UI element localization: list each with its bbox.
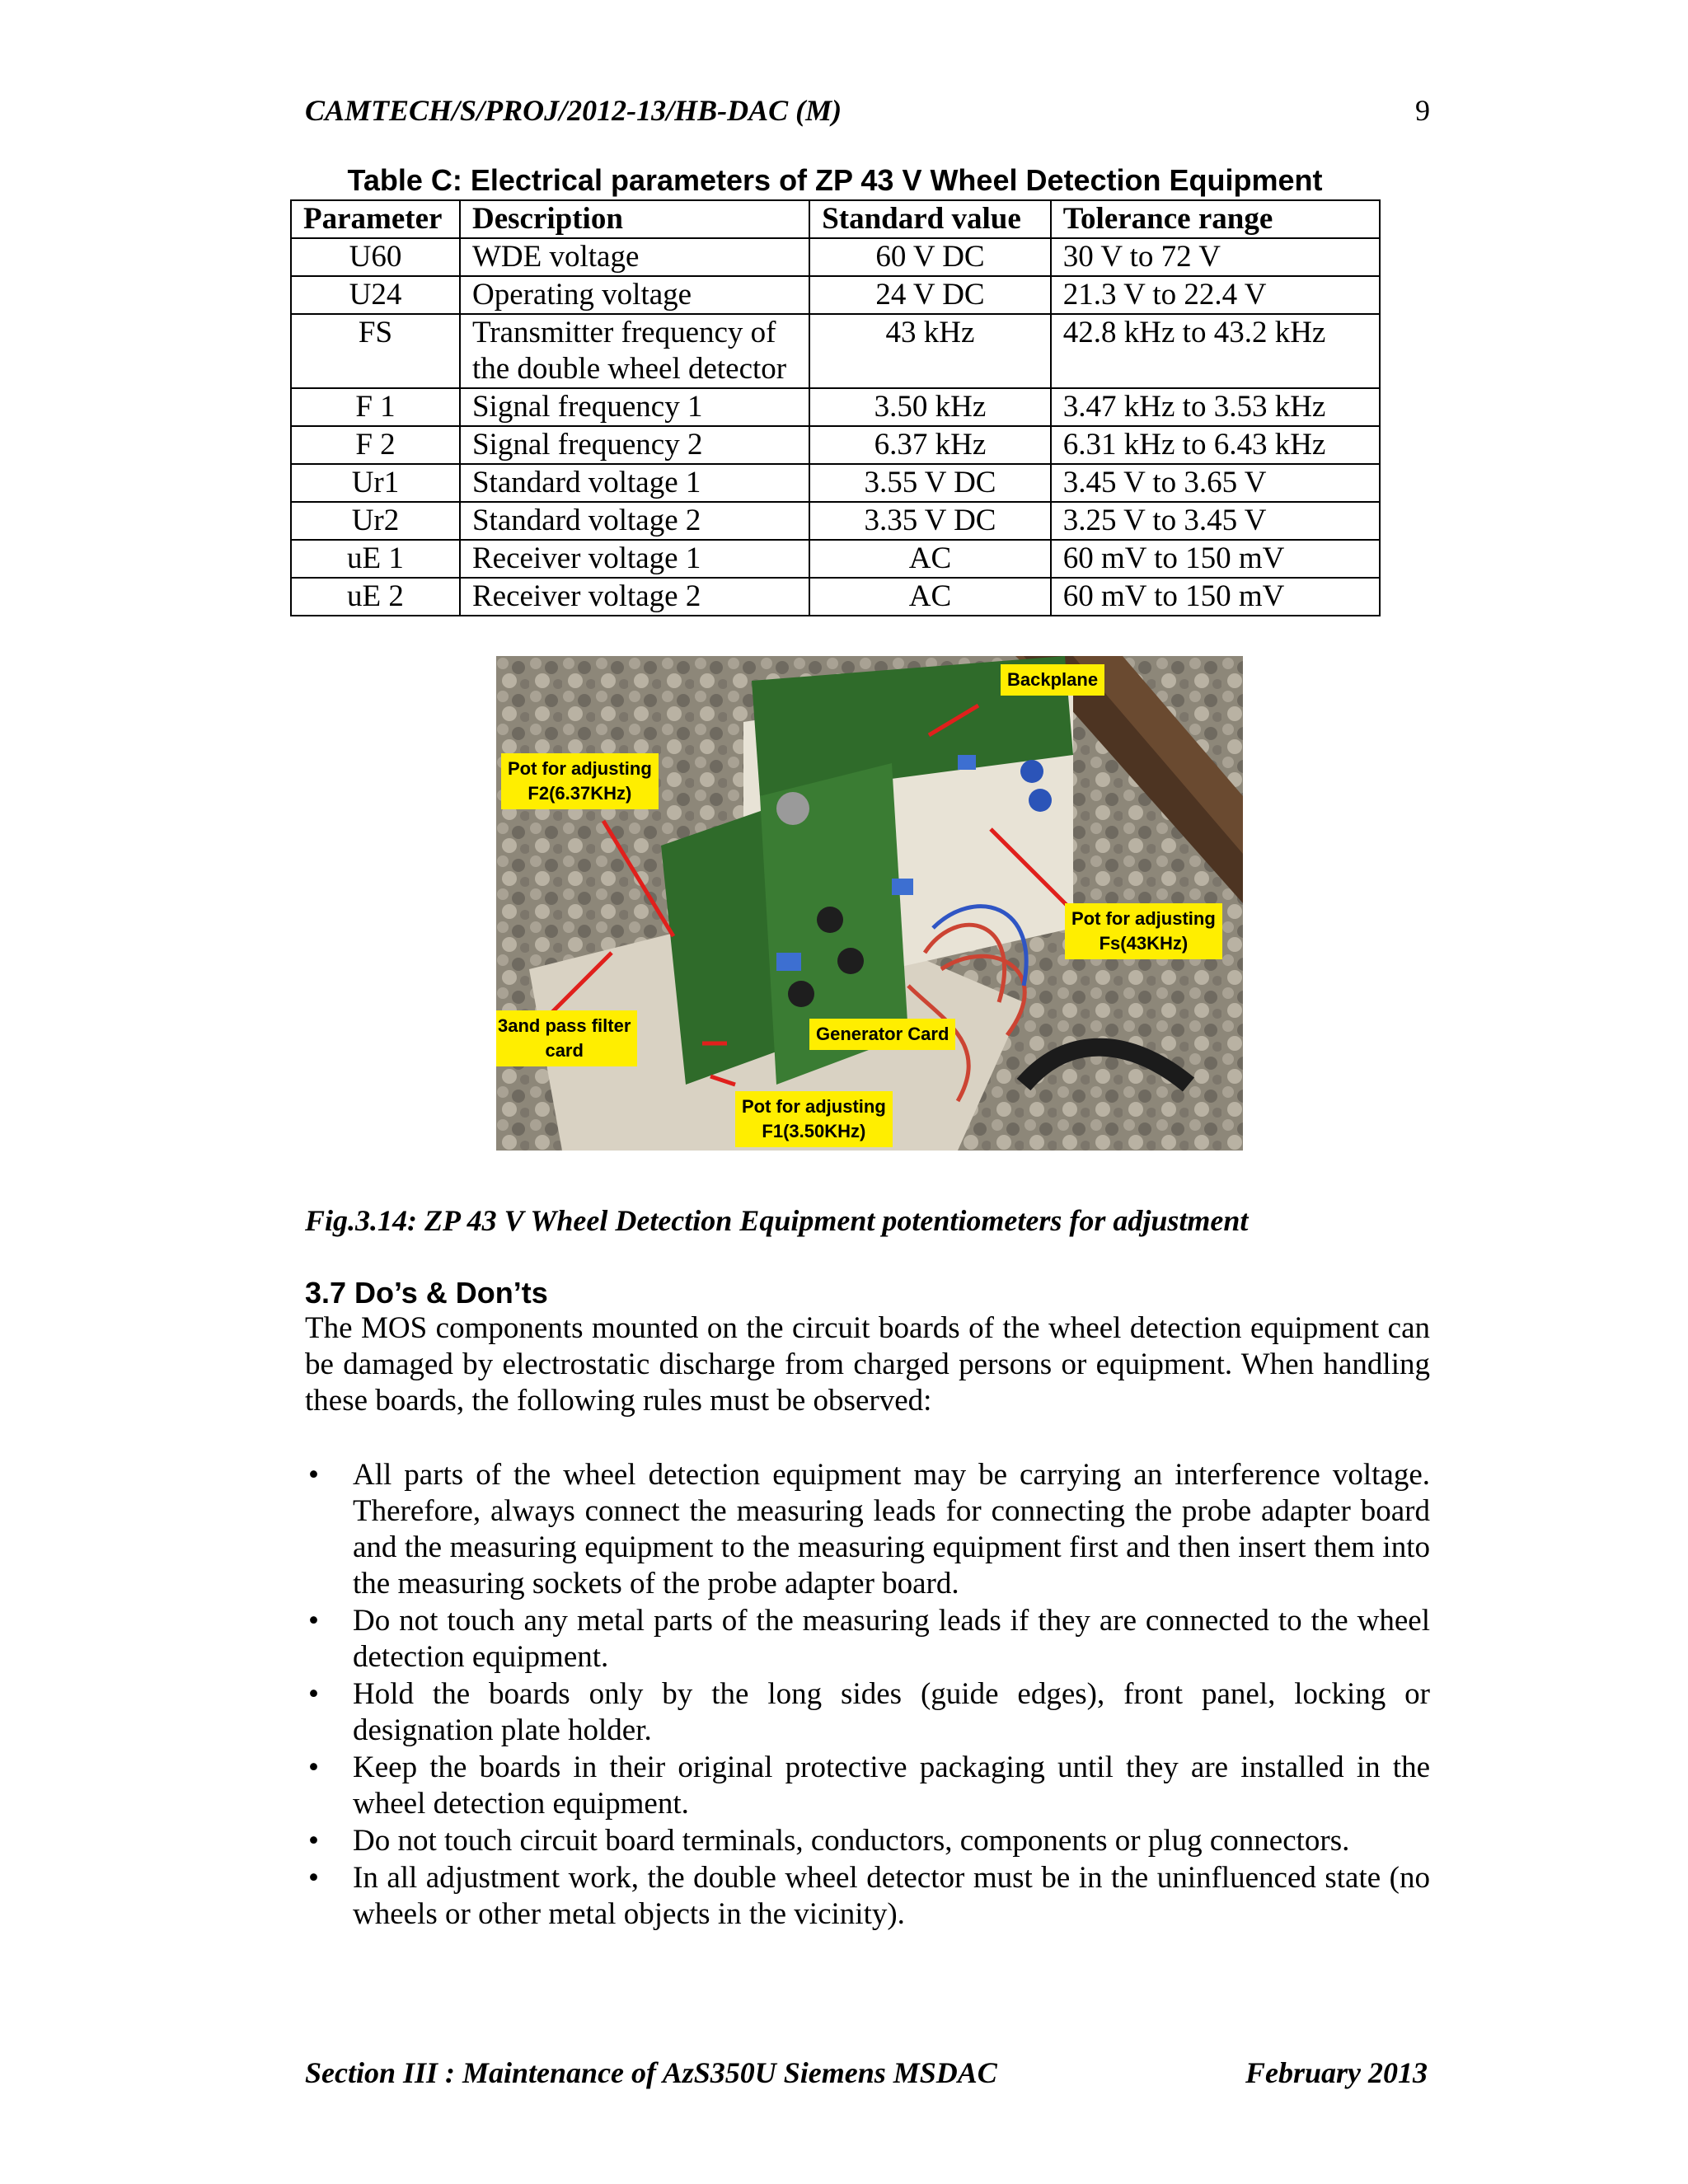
table-row [291, 388, 1380, 426]
parameter-cell: Ur2 [291, 502, 460, 540]
description-cell: Operating voltage [460, 276, 809, 314]
table-caption: Table C: Electrical parameters of ZP 43 V Wheel Detection Equipment [347, 163, 1323, 197]
parameter-cell: FS [291, 314, 460, 388]
callout-generator-card: Generator Card [809, 1019, 955, 1050]
list-item-text: Do not touch any metal parts of the measuring leads if they are connected to the wheel detection equipment. [353, 1604, 1430, 1674]
column-header: Standard value [809, 200, 1051, 238]
standard-value-cell: 24 V DC [809, 276, 1051, 314]
callout-line: card [545, 1040, 584, 1061]
parameter-cell: uE 2 [291, 578, 460, 616]
callout-line: Fs(43KHz) [1099, 933, 1189, 954]
list-item-text: All parts of the wheel detection equipment may be carrying an interference voltage. Therefore, always connect the measuring leads for connecting the probe adapter board and the measuring equipment to the measuring equipment first and then insert them into the measuring sockets of the probe adapter board. [353, 1458, 1430, 1601]
capacitor [776, 953, 801, 971]
description-cell: WDE voltage [460, 238, 809, 276]
tolerance-cell: 60 mV to 150 mV [1051, 578, 1380, 616]
footer-section-title: Section III : Maintenance of AzS350U Siemens MSDAC [305, 2056, 997, 2089]
document-id: CAMTECH/S/PROJ/2012-13/HB-DAC (M) [305, 94, 842, 127]
table-header-row [291, 200, 1380, 238]
column-header: Description [460, 200, 809, 238]
list-item-text: Hold the boards only by the long sides (guide edges), front panel, locking or designation plate holder. [353, 1677, 1430, 1747]
capacitor [958, 755, 976, 770]
table-row [291, 540, 1380, 578]
parameter-cell: U60 [291, 238, 460, 276]
figure-caption: Fig.3.14: ZP 43 V Wheel Detection Equipment potentiometers for adjustment [305, 1204, 1249, 1237]
list-item-text: In all adjustment work, the double wheel detector must be in the uninfluenced state (no wheels or other metal objects in the vicinity). [353, 1861, 1430, 1931]
capacitor [1020, 760, 1043, 783]
tolerance-cell: 6.31 kHz to 6.43 kHz [1051, 426, 1380, 464]
standard-value-cell: 6.37 kHz [809, 426, 1051, 464]
potentiometer [817, 907, 843, 933]
electrical-parameters-table [290, 199, 1381, 616]
list-item [305, 1860, 1430, 1933]
callout-backplane: Backplane [1001, 664, 1104, 696]
bullet-icon: • [308, 1861, 319, 1895]
footer-date: February 2013 [1245, 2056, 1428, 2089]
standard-value-cell: 3.50 kHz [809, 388, 1051, 426]
capacitor [1029, 789, 1052, 812]
bullet-icon: • [308, 1677, 319, 1711]
bullet-icon: • [308, 1750, 319, 1784]
rules-list [305, 1457, 1430, 1933]
parameter-cell: F 1 [291, 388, 460, 426]
callout-line: Pot for adjusting [1071, 908, 1216, 929]
parameter-cell: F 2 [291, 426, 460, 464]
bullet-icon: • [308, 1824, 319, 1858]
description-cell: Transmitter frequency of the double wheel detector [460, 314, 809, 388]
list-item [305, 1823, 1430, 1859]
standard-value-cell: 3.35 V DC [809, 502, 1051, 540]
description-cell: Receiver voltage 2 [460, 578, 809, 616]
list-item-text: Do not touch circuit board terminals, conductors, components or plug connectors. [353, 1824, 1350, 1858]
standard-value-cell: AC [809, 578, 1051, 616]
description-cell: Signal frequency 1 [460, 388, 809, 426]
table-row [291, 426, 1380, 464]
list-item [305, 1603, 1430, 1675]
wheel-detection-equipment-photo [496, 656, 1243, 1151]
callout-pot-f2 [501, 753, 659, 809]
description-cell: Standard voltage 2 [460, 502, 809, 540]
potentiometer [788, 981, 814, 1007]
pot-f2-knob [776, 792, 809, 825]
column-header: Parameter [291, 200, 460, 238]
bullet-icon: • [308, 1604, 319, 1638]
list-item-text: Keep the boards in their original protective packaging until they are installed in the wheel detection equipment. [353, 1750, 1430, 1821]
standard-value-cell: AC [809, 540, 1051, 578]
standard-value-cell: 3.55 V DC [809, 464, 1051, 502]
description-cell: Signal frequency 2 [460, 426, 809, 464]
tolerance-cell: 30 V to 72 V [1051, 238, 1380, 276]
capacitor [892, 879, 913, 895]
standard-value-cell: 60 V DC [809, 238, 1051, 276]
intro-paragraph: The MOS components mounted on the circuit boards of the wheel detection equipment can be damaged by electrostatic discharge from charged persons or equipment. When handling these boards, the following rules must be observed: [305, 1311, 1430, 1418]
list-item [305, 1676, 1430, 1749]
column-header: Tolerance range [1051, 200, 1380, 238]
tolerance-cell: 3.47 kHz to 3.53 kHz [1051, 388, 1380, 426]
callout-pot-f1 [735, 1091, 893, 1147]
table-row [291, 502, 1380, 540]
table-row [291, 238, 1380, 276]
standard-value-cell: 43 kHz [809, 314, 1051, 388]
list-item [305, 1457, 1430, 1602]
callout-line: F1(3.50KHz) [762, 1121, 866, 1141]
callout-pot-fs [1065, 903, 1222, 959]
parameter-cell: uE 1 [291, 540, 460, 578]
bullet-icon: • [308, 1458, 319, 1492]
description-cell: Receiver voltage 1 [460, 540, 809, 578]
callout-band-pass-filter [496, 1010, 637, 1066]
callout-line: Pot for adjusting [742, 1096, 886, 1117]
tolerance-cell: 3.45 V to 3.65 V [1051, 464, 1380, 502]
running-footer [305, 2055, 1428, 2090]
section-heading: 3.7 Do’s & Don’ts [305, 1276, 548, 1310]
table-row [291, 276, 1380, 314]
tolerance-cell: 3.25 V to 3.45 V [1051, 502, 1380, 540]
callout-line: 3and pass filter [498, 1015, 631, 1036]
parameter-cell: U24 [291, 276, 460, 314]
tolerance-cell: 42.8 kHz to 43.2 kHz [1051, 314, 1380, 388]
callout-line: F2(6.37KHz) [528, 783, 632, 804]
table-row [291, 578, 1380, 616]
page-number: 9 [1415, 94, 1430, 127]
tolerance-cell: 21.3 V to 22.4 V [1051, 276, 1380, 314]
description-cell: Standard voltage 1 [460, 464, 809, 502]
table-row [291, 314, 1380, 388]
table-row [291, 464, 1380, 502]
tolerance-cell: 60 mV to 150 mV [1051, 540, 1380, 578]
potentiometer [837, 948, 864, 974]
parameter-cell: Ur1 [291, 464, 460, 502]
list-item [305, 1750, 1430, 1822]
callout-line: Pot for adjusting [508, 758, 652, 779]
running-header [305, 93, 1430, 128]
